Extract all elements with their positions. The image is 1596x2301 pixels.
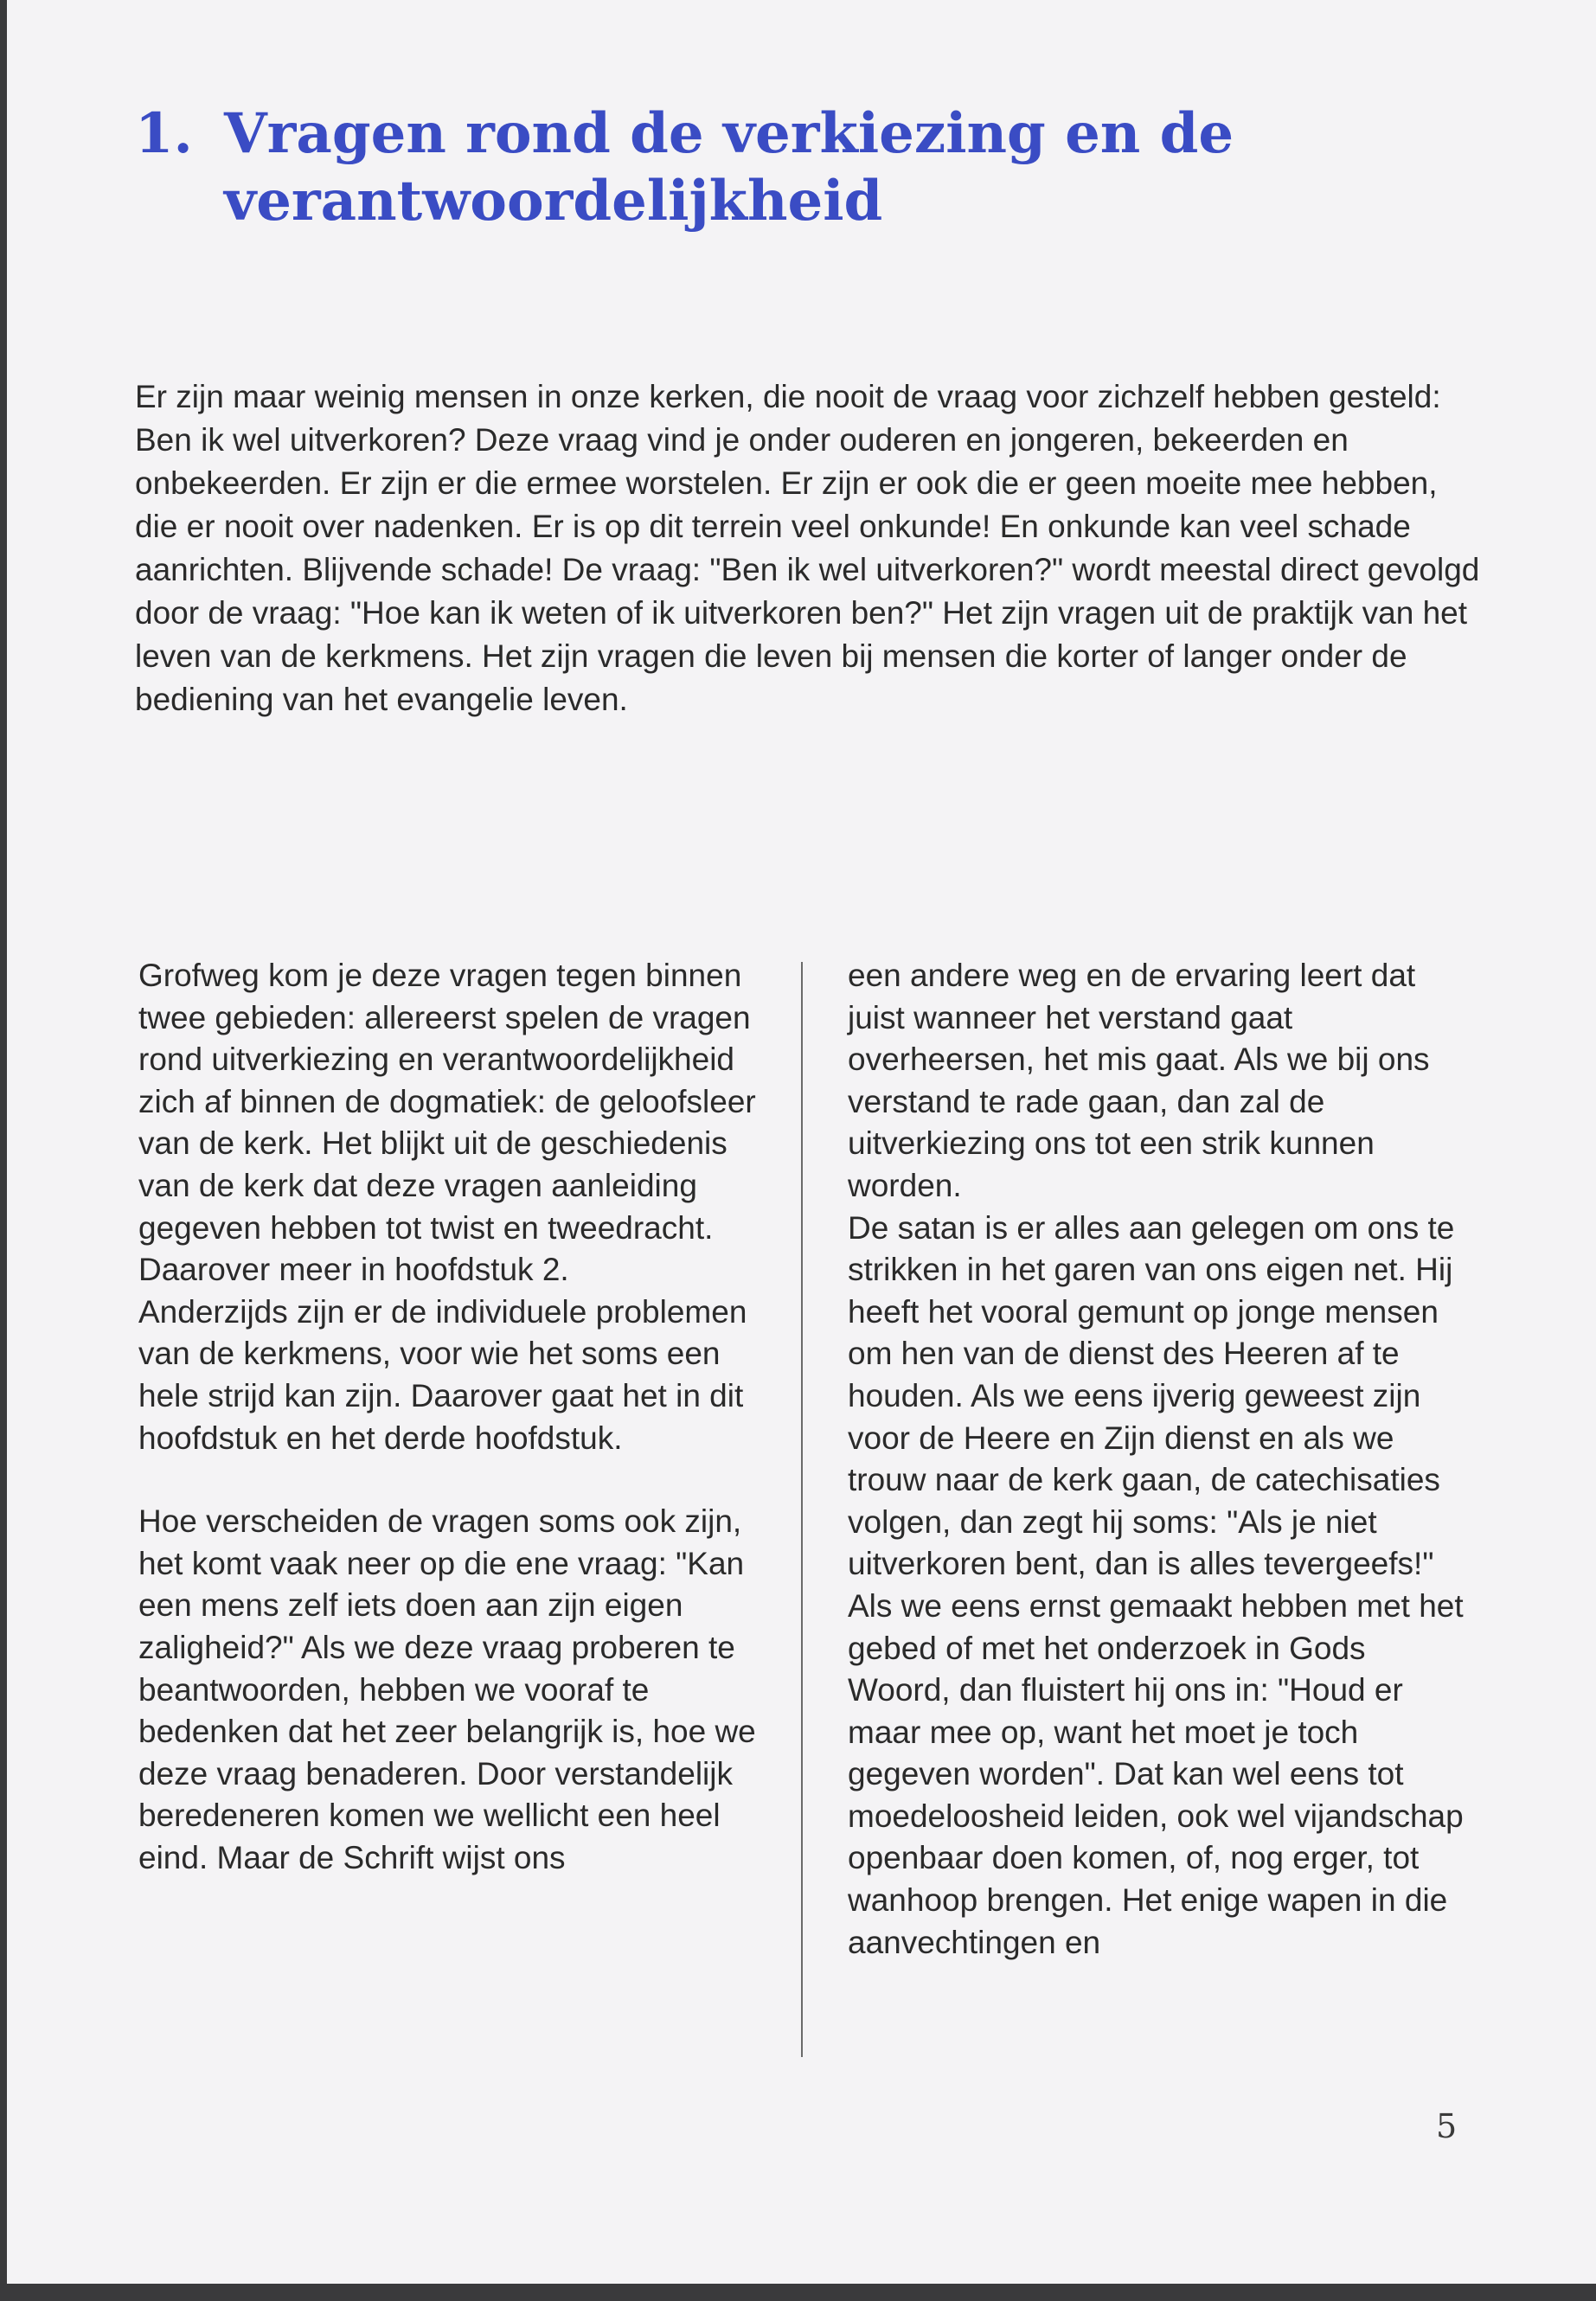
page-number: 5	[1436, 2107, 1458, 2145]
chapter-title-line-2: verantwoordelijkheid	[224, 169, 883, 234]
intro-paragraph: Er zijn maar weinig mensen in onze kerken, die nooit de vraag voor zichzelf hebben gesteld: Ben ik wel uitverkoren? Deze vraag vind je onder ouderen en jongeren, bekeerden en onbekeerden. Er zijn er die ermee worstelen. Er zijn er ook die er geen moeite mee hebben, die er nooit over nadenken. Er is op dit terrein veel onkunde! En onkunde kan veel schade aanrichten. Blijvende schade! De vraag: "Ben ik wel uitverkoren?" wordt meestal direct gevolgd door de vraag: "Hoe kan ik weten of ik uitverkoren ben?" Het zijn vragen uit de praktijk van het leven van de kerkmens. Het zijn vragen die leven bij mensen die korter of langer onder de bediening van het evangelie leven.	[135, 379, 1480, 717]
paragraph: De satan is er alles aan gelegen om ons te strikken in het garen van ons eigen net. Hij heeft het vooral gemunt op jonge mensen om hen van de dienst des Heeren af te houden. Als we eens ijverig geweest zijn voor de Heere en Zijn dienst en als we trouw naar de kerk gaan, de catechisaties volgen, dan zegt hij soms: "Als je niet uitverkoren bent, dan is alles tevergeefs!" Als we eens ernst gemaakt hebben met het gebed of met het onderzoek in Gods Woord, dan fluistert hij ons in: "Houd er maar mee op, want het moet je toch gegeven worden". Dat kan wel eens tot moedeloosheid leiden, ook wel vijandschap openbaar doen komen, of, nog erger, tot wanhoop brengen. Het enige wapen in die aanvechtingen en	[848, 1209, 1464, 1960]
chapter-title	[135, 100, 1234, 235]
chapter-title-line-1: Vragen rond de verkiezing en de	[224, 101, 1234, 166]
right-column	[848, 955, 1471, 1964]
book-page	[7, 0, 1596, 2284]
paragraph: Anderzijds zijn er de individuele problemen van de kerkmens, voor wie het soms een hele strijd kan zijn. Daarover gaat het in dit hoofdstuk en het derde hoofdstuk.	[138, 1293, 747, 1456]
left-column	[138, 955, 761, 1879]
paragraph: een andere weg en de ervaring leert dat juist wanneer het verstand gaat overheersen, het mis gaat. Als we bij ons verstand te rade gaan, dan zal de uitverkiezing ons tot een strik kunnen worden.	[848, 958, 1430, 1203]
paragraph: Hoe verscheiden de vragen soms ook zijn, het komt vaak neer op die ene vraag: "Kan een mens zelf iets doen aan zijn eigen zaligheid?" Als we deze vraag proberen te beantwoorden, hebben we vooraf te bedenken dat het zeer belangrijk is, hoe we deze vraag benaderen. Door verstandelijk beredeneren komen we wellicht een heel eind. Maar de Schrift wijst ons	[138, 1503, 756, 1875]
chapter-number: 1.	[135, 101, 193, 166]
column-divider	[801, 962, 803, 2057]
paragraph: Grofweg kom je deze vragen tegen binnen twee gebieden: allereerst spelen de vragen rond uitverkiezing en verantwoordelijkheid zich af binnen de dogmatiek: de geloofsleer van de kerk. Het blijkt uit de geschiedenis van de kerk dat deze vragen aanleiding gegeven hebben tot twist en tweedracht. Daarover meer in hoofdstuk 2.	[138, 958, 756, 1288]
